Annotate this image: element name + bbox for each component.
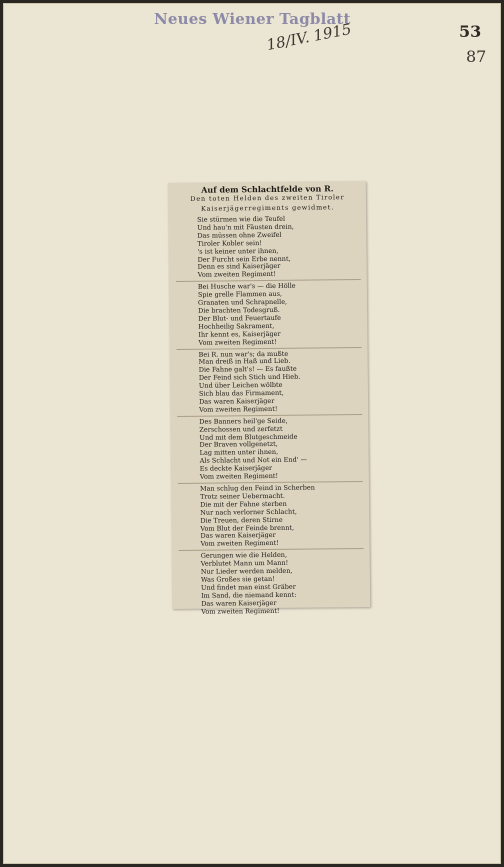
poem-line: Der Blut- und Feuertaufe: [198, 313, 282, 323]
newspaper-stamp: Neues Wiener Tagblatt: [154, 10, 351, 28]
poem-stanza: [176, 279, 362, 348]
poem-line: Trotz seiner Uebermacht.: [200, 491, 286, 501]
poem-line: 's ist keiner unter ihnen,: [197, 246, 279, 256]
poem-line: Granaten und Schrapnelle,: [197, 297, 288, 307]
poem-line: Vom zweiten Regiment!: [200, 539, 279, 549]
poem-stanza: [179, 548, 365, 617]
poem-line: Das waren Kaiserjäger: [199, 396, 275, 406]
poem-line: Des Banners heil'ge Seide,: [199, 416, 288, 426]
poem-line: Vom zweiten Regiment!: [197, 270, 277, 280]
poem-line: Vom zweiten Regiment!: [199, 404, 278, 414]
poem-line: Vom zweiten Regiment!: [198, 337, 277, 347]
poem-line: Ihr kennt es, Kaiserjäger: [198, 329, 281, 339]
poem-line: Das waren Kaiserjäger: [200, 531, 276, 541]
poem-line: Die Treuen, deren Stirne: [200, 515, 283, 525]
poem-stanza: [177, 347, 363, 416]
poem-line: Die mit der Fahne sterben: [200, 499, 287, 509]
poem-line: Der Braven vollgenetzt,: [199, 440, 278, 450]
poem-line: Sich blau das Firmament,: [198, 388, 284, 398]
poem-line: Das müssen ohne Zweifel: [197, 230, 282, 240]
poem-line: Zerschossen und zerfetzt: [199, 424, 283, 434]
poem-dedication-line: Den toten Helden des zweiten Tiroler: [190, 193, 345, 203]
poem-line: Man schlug den Feind in Scherben: [199, 483, 315, 493]
poem-line: Vom zweiten Regiment!: [199, 472, 279, 481]
poem-line: Lag mitten unter ihnen,: [199, 448, 279, 458]
poem-line: Als Schlacht und Not ein End' —: [199, 455, 308, 466]
poem-line: Und hau'n mit Fäusten drein,: [197, 222, 295, 232]
poem-line: Vom zweiten Regiment!: [201, 606, 280, 616]
poem-line: Was Großes sie getan!: [200, 574, 275, 584]
poem-stanza: [175, 213, 361, 281]
poem-line: Die brachten Todesgruß.: [198, 305, 280, 315]
poem-line: Bei R. nun war's; da mußte: [198, 349, 289, 359]
poem-line: Gerungen wie die Helden,: [200, 551, 288, 560]
poem-line: Der Feind sich Stich und Hieb.: [198, 372, 301, 382]
poem-line: Es deckte Kaiserjäger: [199, 464, 273, 473]
poem-line: Tiroler Kobler sein!: [197, 238, 262, 248]
poem-line: Und findet man einst Gräber: [200, 582, 296, 592]
poem-line: Vom Blut der Feinde brennt,: [200, 523, 295, 533]
page-number-bottom: 87: [466, 47, 487, 66]
poem-stanza: [177, 414, 363, 483]
poem-line: Die Fahne galt's! — Es faußte: [198, 365, 297, 375]
poem-line: Nur nach verlorner Schlacht,: [200, 507, 297, 517]
poem-line: Hochheilig Sakrament,: [198, 321, 275, 331]
poem-line: Bei Husche war's — die Hölle: [197, 281, 296, 291]
poem-line: Verblutet Mann um Mann!: [200, 558, 289, 568]
page-number-top: 53: [459, 22, 482, 41]
poem-body: [175, 213, 364, 617]
poem-line: Und über Leichen wölbte: [198, 380, 283, 390]
poem-line: Das waren Kaiserjäger: [201, 598, 277, 608]
poem-line: Im Sand, die niemand kennt:: [201, 590, 297, 600]
poem-line: Denn es sind Kaiserjäger: [197, 262, 281, 272]
poem-line: Spie grelle Flammen aus,: [197, 290, 283, 299]
handwritten-date: 18/IV. 1915: [265, 19, 353, 55]
poem-line: Sie stürmen wie die Teufel: [197, 214, 286, 224]
poem-line: Man dreiß in Haß und Lieb.: [198, 357, 291, 367]
poem-stanza: [178, 481, 364, 550]
poem-dedication-line: Kaiserjägerregiments gewidmet.: [200, 203, 335, 213]
newspaper-clipping: [168, 181, 370, 616]
poem-line: Und mit dem Blutgeschmeide: [199, 432, 298, 442]
poem-line: Der Furcht sein Erbe nennt,: [197, 254, 291, 264]
archive-sheet: [3, 3, 501, 864]
poem-title: Auf dem Schlachtfelde von R.: [201, 183, 334, 195]
poem-line: Nur Lieder werden melden,: [200, 566, 293, 576]
